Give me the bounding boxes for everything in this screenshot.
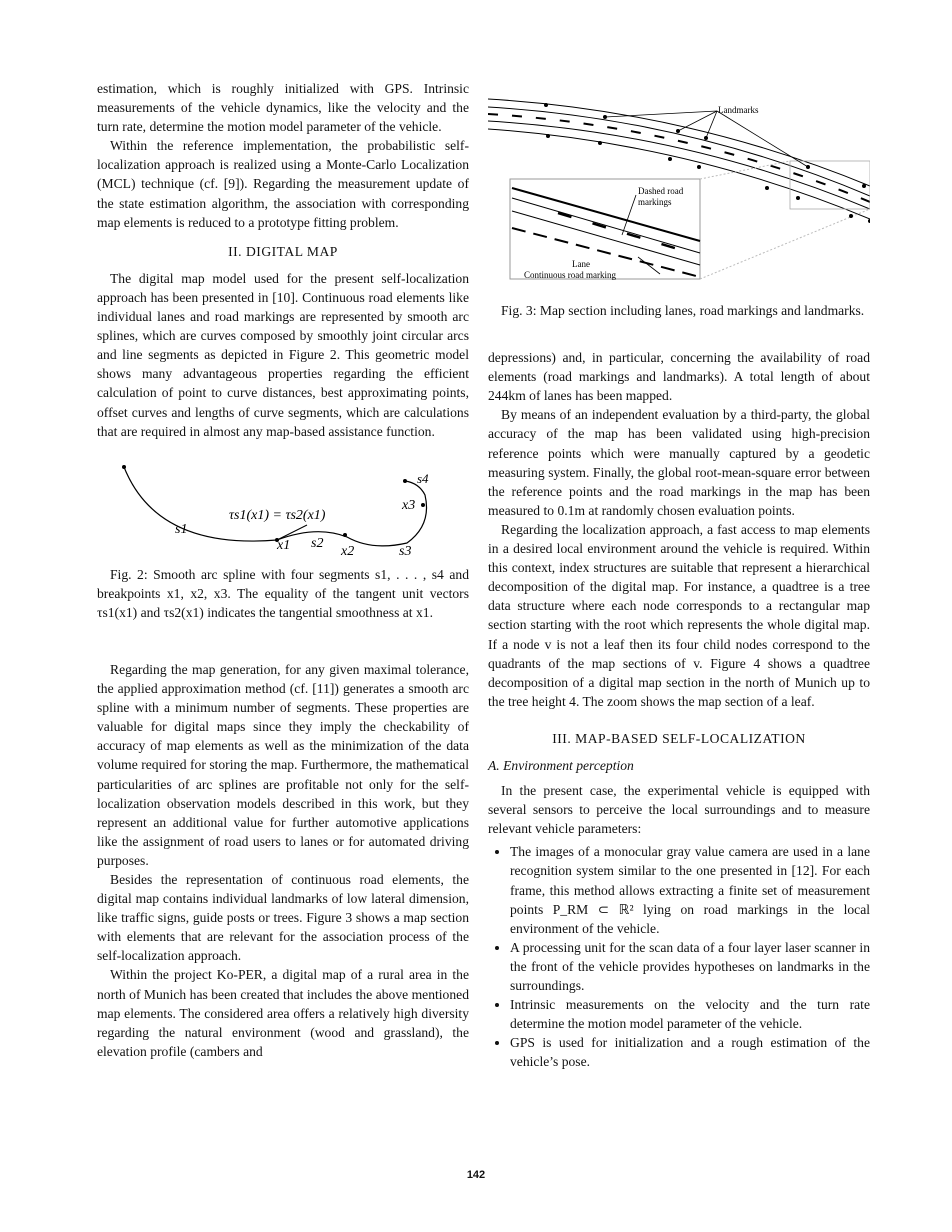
paragraph: Besides the representation of continuous road elements, the digital map contains individual landmarks of low lateral dimension, like traffic signs, guide posts or trees. Figure 3 shows a map section with elements that are relevant for the association process of the self-localization approach.: [97, 872, 469, 964]
paragraph: Within the project Ko-PER, a digital map of a rural area in the north of Munich has been created that includes the above mentioned map elements. The considered area offers a relatively high diversity regarding the natural environment (wood and grassland), the elevation profile (cambers and: [97, 967, 469, 1059]
right-column: [488, 79, 870, 1071]
list-item: • A processing unit for the scan data of a four layer laser scanner in the front of the vehicle provides hypotheses on landmarks in the surroundings.: [510, 938, 870, 995]
section-heading: II. DIGITAL MAP: [228, 243, 338, 259]
paragraph: In the present case, the experimental vehicle is equipped with several sensors to perceive the local surroundings and to measure relevant vehicle parameters:: [488, 783, 870, 837]
subsection-heading: A. Environment perception: [488, 757, 634, 773]
figure-2-caption: Fig. 2: Smooth arc spline with four segments s1, . . . , s4 and breakpoints x1, x2, x3. The equality of the tangent unit vectors τs1(x1) and τs2(x1) indicates the tangential smoothness at x1.: [97, 566, 469, 620]
label-s1: s1: [175, 521, 188, 537]
paragraph: By means of an independent evaluation by a third-party, the global accuracy of the map has been validated using high-precision reference points which were manually captured by a geodetic measuring system. Finally, the global root-mean-square error between the reference points and the road markings in the map has been measured to 0.1m at randomly chosen evaluation points.: [488, 407, 870, 518]
paragraph: depressions) and, in particular, concerning the availability of road elements (road markings and landmarks). A total length of about 244km of lanes has been mapped.: [488, 350, 870, 404]
sensor-list: [488, 842, 870, 1071]
paragraph: Regarding the localization approach, a fast access to map elements in a desired local environment around the vehicle is required. Within this context, index structures are suitable that represent a hierarchical decomposition of the digital map. For instance, a quadtree is a tree data structure where each node corresponds to a rectangular map section starting with the root which represents the whole digital map. If a node v is not a leaf then its four child nodes correspond to the quadrants of the map sections of v. Figure 4 shows a quadtree decomposition of a digital map section in the north of Munich up to the tree height 4. The zoom shows the map section of a leaf.: [488, 521, 870, 709]
figure-2-arc-spline: [97, 455, 469, 565]
label-lane: Lane: [572, 259, 590, 269]
list-item: • Intrinsic measurements on the velocity and the turn rate determine the motion model parameter of the vehicle.: [510, 995, 870, 1033]
label-dashed-road-1: Dashed road: [638, 186, 684, 196]
label-landmarks: Landmarks: [718, 105, 759, 115]
list-item: • The images of a monocular gray value camera are used in a lane recognition system similar to the one presented in [12]. For each frame, this method allows extracting a finite set of measurement points P_RM ⊂ ℝ² lying on road markings in the local environment of the vehicle.: [510, 842, 870, 937]
label-s3: s3: [399, 543, 412, 559]
figure-3-map-section: [488, 91, 870, 295]
paragraph: The digital map model used for the present self-localization approach has been presented in [10]. Continuous road elements like individual lanes and road markings are represented by smooth arc splines, which are curves composed by smoothly joint circular arcs and line segments as depicted in Figure 2. This geometric model shows many advantageous properties regarding the efficient calculation of point to curve distances, best approximating points, offset curves and lengths of curve segments, which are calculations that are required in almost any map-based assistance function.: [97, 270, 469, 439]
left-column: [97, 79, 469, 1061]
figure-3-caption: Fig. 3: Map section including lanes, road markings and landmarks.: [501, 303, 865, 318]
label-continuous-road-marking: Continuous road marking: [524, 270, 616, 280]
page-number: 142: [466, 1169, 486, 1181]
label-dashed-road-2: markings: [638, 197, 672, 207]
label-s4: s4: [417, 470, 429, 486]
paragraph: Regarding the map generation, for any given maximal tolerance, the applied approximation method (cf. [11]) generates a smooth arc spline with a minimum number of segments. These properties are valuable for digital maps since they imply the checkability of accuracy of map elements as well as the minimization of the data volume required for storing the map. Furthermore, the mathematical particularities of arc splines are profitable not only for the self-localization observation models described in this work, but they represent an additional value for further automotive applications like the assignment of road users to lanes or for automated driving purposes.: [97, 661, 469, 868]
section-heading: III. MAP-BASED SELF-LOCALIZATION: [552, 730, 806, 746]
label-x1: x1: [277, 537, 291, 553]
paragraph: estimation, which is roughly initialized with GPS. Intrinsic measurements of the vehicle dynamics, like the velocity and the turn rate, determine the motion model parameter of the vehicle.: [97, 81, 469, 135]
paragraph: Within the reference implementation, the probabilistic self-localization approach is realized using a Monte-Carlo Localization (MCL) technique (cf. [9]). Regarding the measurement update of the state estimation algorithm, the association with corresponding map elements is reduced to a prototype fitting problem.: [97, 138, 469, 230]
label-x3: x3: [402, 497, 416, 513]
label-s2: s2: [311, 535, 324, 551]
list-item: • GPS is used for initialization and a rough estimation of the vehicle’s pose.: [510, 1033, 870, 1071]
label-x2: x2: [341, 543, 355, 559]
label-tangent-equality: τs1(x1) = τs2(x1): [229, 507, 326, 523]
